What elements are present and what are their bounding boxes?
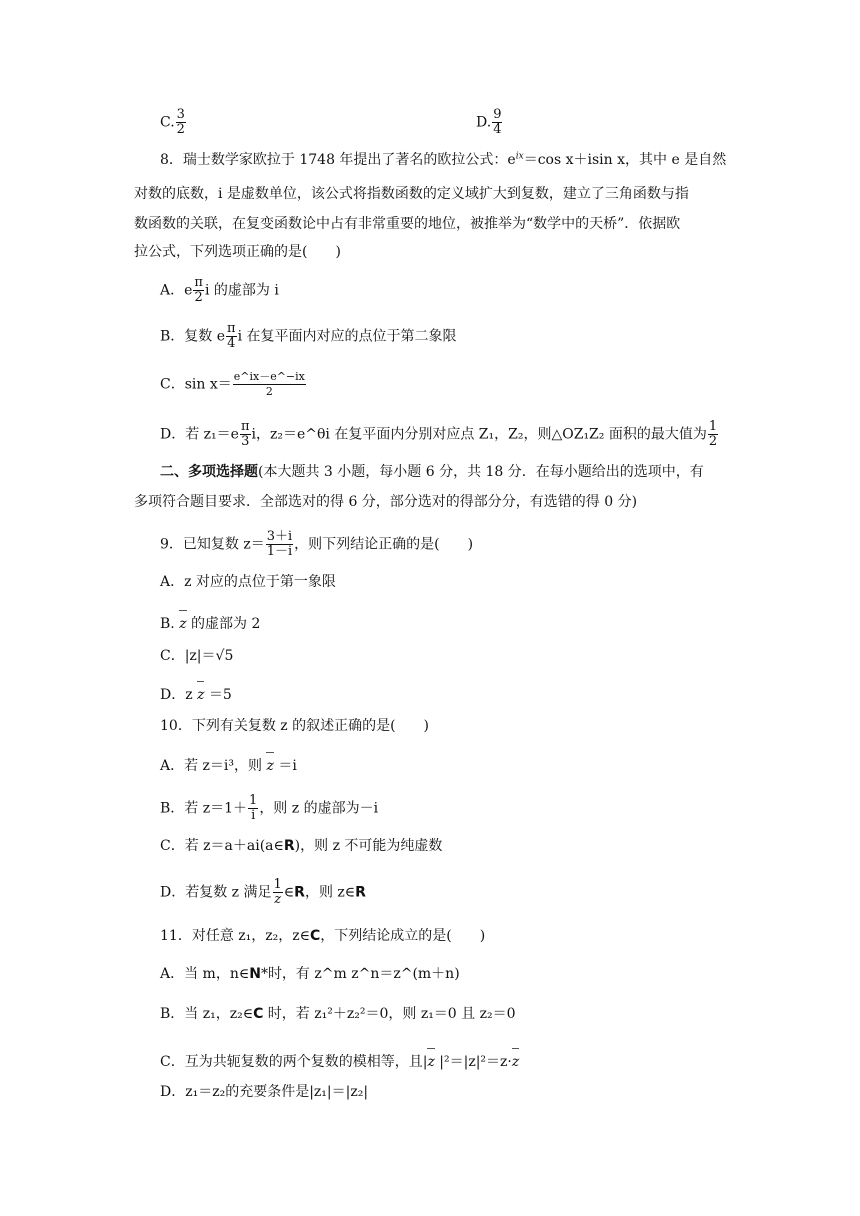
set-symbol: C [309,928,321,944]
denominator: 2 [194,290,203,305]
denominator: 2 [176,122,185,137]
denominator: z [274,892,282,907]
option-text: ，则 z∈ [304,884,356,901]
option-text: ＝i [273,758,297,774]
option-text: i，z₂＝e^θi 在复平面内分别对应点 Z₁，Z₂，则△OZ₁Z₂ 面积的最大值为 [251,426,707,443]
fraction [266,530,293,559]
q10-option-b [160,794,378,823]
numerator: 9 [493,107,502,122]
denominator: 2 [265,385,273,398]
option-text: B．若 z＝1＋ [160,800,248,817]
option-text: |²＝|z|²＝z· [434,1054,512,1070]
set-symbol: N [249,966,261,982]
q8-line3: 数函数的关联，在复变函数论中占有非常重要的地位，被推举为“数学中的天桥”．依据欧 [134,216,681,232]
set-symbol: R [283,838,295,854]
option-label: C. [160,114,175,131]
option-text: A．e [160,282,193,299]
q8-line2: 对数的底数，i 是虚数单位，该公式将指数函数的定义域扩大到复数，建立了三角函数与指 [134,186,689,202]
numerator: π [227,321,236,336]
option-d-prev [476,108,503,137]
option-c-prev [160,108,187,137]
q11-stem [160,926,485,946]
denominator: 3 [241,434,250,449]
option-text: *时，有 z^m z^n＝z^(m＋n) [260,966,460,982]
q8-line4: 拉公式，下列选项正确的是( ) [134,244,341,260]
conjugate-z: z [511,1054,520,1070]
q8-option-d [160,420,719,449]
section2-line2: 多项符合题目要求．全部选对的得 6 分，部分选对的得部分分，有选错的得 0 分) [134,494,638,510]
q9-stem [160,530,473,559]
option-text: B. [160,616,175,632]
fraction [248,794,258,823]
set-symbol: C [253,1006,264,1022]
conjugate-z: z [266,758,274,774]
option-text: C．互为共轭复数的两个复数的模相等，且| [160,1054,428,1070]
numerator: π [240,419,250,434]
q10-option-c [160,836,442,856]
q8-text: 8．瑞士数学家欧拉于 1748 年提出了著名的欧拉公式：e [160,152,516,168]
option-text: D．若 z₁＝e [160,426,239,443]
q11-option-d: D．z₁＝z₂的充要条件是|z₁|＝|z₂| [160,1084,369,1100]
denominator: 4 [493,122,502,137]
fraction [708,420,718,449]
q9-text: ，则下列结论正确的是( ) [294,536,474,553]
option-text: i 的虚部为 i [204,282,279,299]
section-title: 二、多项选择题 [160,464,258,480]
set-symbol: R [355,884,366,901]
option-text: ，则 z 的虚部为－i [259,800,379,817]
numerator: 1 [708,419,718,434]
fraction [492,108,502,137]
option-text: B．当 z₁，z₂∈ [160,1006,254,1022]
fraction [193,276,204,305]
q11-option-a [160,964,460,984]
q8-option-c [160,370,307,399]
fraction [176,108,186,137]
option-label: D. [476,114,492,131]
option-text: 的虚部为 2 [186,616,261,632]
q10-option-a [160,756,297,776]
q8-sup: ix [515,151,524,162]
numerator: 3＋i [266,529,293,544]
q11-option-b [160,1004,516,1024]
set-symbol: R [294,884,305,901]
option-text: 时，若 z₁²＋z₂²＝0，则 z₁＝0 且 z₂＝0 [263,1006,516,1022]
fraction [240,420,251,449]
numerator: e^ix－e^−ix [233,370,305,383]
section2-heading [160,462,704,482]
option-text: B．复数 e [160,328,226,345]
fraction [273,878,283,907]
option-text: i 在复平面内对应的点位于第二象限 [237,328,457,345]
option-text: ∈ [283,884,295,901]
conjugate-z: z [197,687,205,703]
q8-text: ＝cos x＋isin x，其中 e 是自然 [523,152,727,168]
q8-option-a [160,276,279,305]
section-text: (本大题共 3 小题，每小题 6 分，共 18 分．在每小题给出的选项中，有 [258,464,704,480]
numerator: 3 [176,107,185,122]
option-text: D．若复数 z 满足 [160,884,272,901]
option-text: A．当 m，n∈ [160,966,250,982]
q11-text: 11．对任意 z₁，z₂，z∈ [160,928,310,944]
option-text: )，则 z 不可能为纯虚数 [294,838,443,854]
q11-option-c [160,1052,519,1072]
conjugate-z: z [427,1054,435,1070]
option-text: D．z [160,687,193,703]
fraction [226,322,237,351]
option-text: C．若 z＝a＋ai(a∈ [160,838,284,854]
denominator: 4 [227,336,236,351]
numerator: 1 [273,877,282,892]
q10-stem: 10．下列有关复数 z 的叙述正确的是( ) [160,718,430,734]
numerator: π [194,275,203,290]
q9-text: 9．已知复数 z＝ [160,536,265,553]
numerator: 1 [249,793,258,808]
denominator: 2 [708,434,718,449]
q9-option-a: A．z 对应的点位于第一象限 [160,574,336,590]
fraction [233,370,306,399]
q9-option-d [160,685,232,705]
option-text: C．sin x＝ [160,376,232,393]
q8-option-b [160,322,457,351]
q9-option-b [160,614,260,634]
q8-line1 [160,150,726,170]
conjugate-z: z [179,616,187,632]
option-text: A．若 z＝i³，则 [160,758,263,774]
denominator: 1－i [266,544,293,559]
q10-option-d [160,878,366,907]
q9-option-c: C．|z|＝√5 [160,648,234,664]
q11-text: ，下列结论成立的是( ) [320,928,486,944]
option-text: ＝5 [204,687,232,703]
denominator: i [251,808,256,823]
